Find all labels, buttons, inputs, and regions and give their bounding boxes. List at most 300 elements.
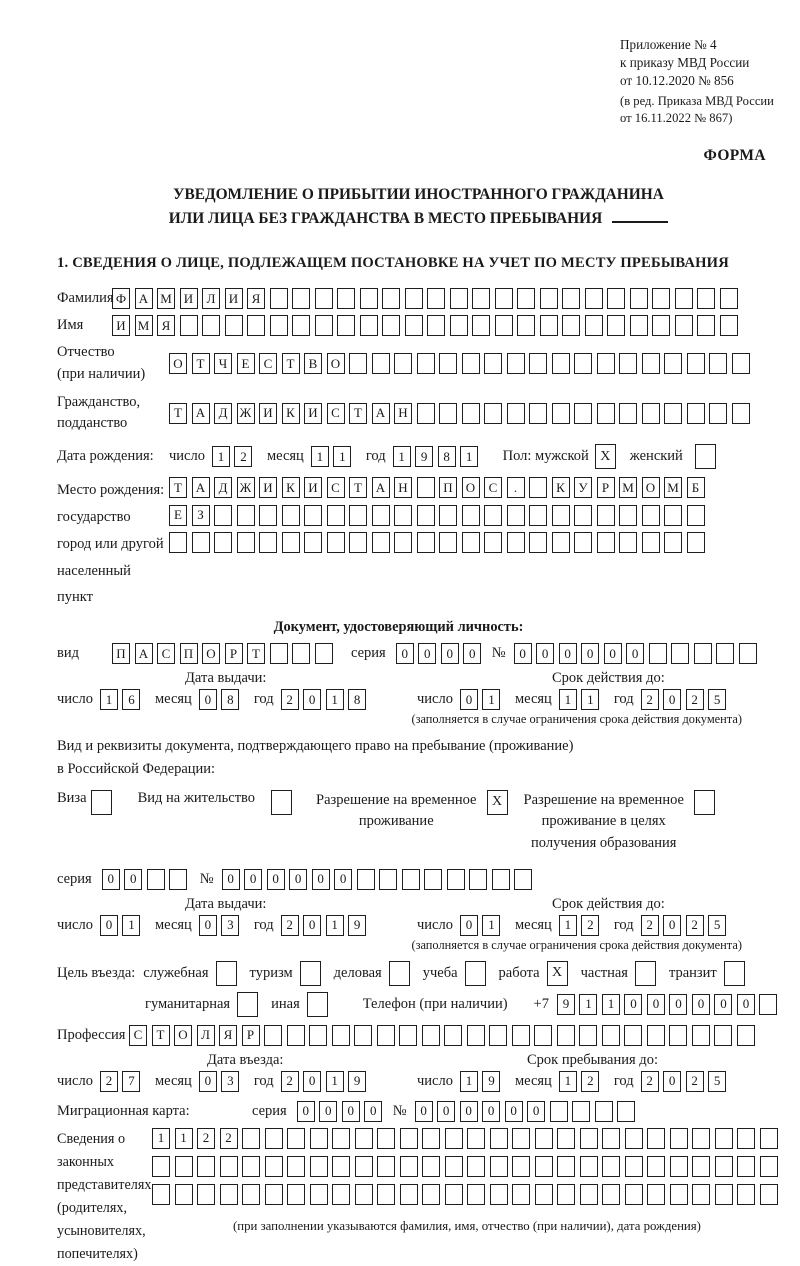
char-cell[interactable] xyxy=(287,1156,305,1177)
char-cell[interactable] xyxy=(394,353,412,374)
purpose-option-checkbox[interactable] xyxy=(307,992,328,1017)
char-cell[interactable] xyxy=(400,1156,418,1177)
char-cell[interactable]: 0 xyxy=(297,1101,315,1122)
char-cell[interactable]: Т xyxy=(152,1025,170,1046)
char-cell[interactable]: 0 xyxy=(396,643,414,664)
char-cell[interactable] xyxy=(417,532,435,553)
purpose-option-checkbox[interactable] xyxy=(465,961,486,986)
char-cell[interactable] xyxy=(759,994,777,1015)
char-cell[interactable]: 0 xyxy=(505,1101,523,1122)
char-cell[interactable] xyxy=(517,315,535,336)
char-cell[interactable]: 9 xyxy=(348,1071,366,1092)
char-cell[interactable] xyxy=(355,1184,373,1205)
char-cell[interactable] xyxy=(529,505,547,526)
char-cell[interactable]: 0 xyxy=(663,915,681,936)
char-cell[interactable] xyxy=(540,315,558,336)
char-cell[interactable]: 8 xyxy=(348,689,366,710)
char-cell[interactable] xyxy=(247,315,265,336)
char-cell[interactable]: 1 xyxy=(602,994,620,1015)
char-cell[interactable] xyxy=(715,1156,733,1177)
char-cell[interactable]: Т xyxy=(349,403,367,424)
char-cell[interactable] xyxy=(642,505,660,526)
checkbox-temp-residence[interactable]: X xyxy=(487,790,508,815)
char-cell[interactable]: О xyxy=(327,353,345,374)
char-cell[interactable] xyxy=(619,505,637,526)
char-cell[interactable] xyxy=(579,1025,597,1046)
char-cell[interactable] xyxy=(270,315,288,336)
char-cell[interactable]: 0 xyxy=(482,1101,500,1122)
char-cell[interactable]: А xyxy=(372,403,390,424)
char-cell[interactable]: Ж xyxy=(237,477,255,498)
char-cell[interactable] xyxy=(265,1156,283,1177)
char-cell[interactable] xyxy=(529,353,547,374)
char-cell[interactable]: М xyxy=(157,288,175,309)
char-cell[interactable] xyxy=(315,288,333,309)
char-cell[interactable]: 1 xyxy=(326,1071,344,1092)
char-cell[interactable]: 1 xyxy=(482,915,500,936)
char-cell[interactable] xyxy=(552,505,570,526)
purpose-option-checkbox[interactable] xyxy=(635,961,656,986)
char-cell[interactable]: 5 xyxy=(708,915,726,936)
char-cell[interactable] xyxy=(715,1128,733,1149)
char-cell[interactable]: 0 xyxy=(199,1071,217,1092)
char-cell[interactable] xyxy=(534,1025,552,1046)
char-cell[interactable]: 0 xyxy=(199,915,217,936)
checkbox-edu-residence[interactable] xyxy=(694,790,715,815)
char-cell[interactable]: 1 xyxy=(559,689,577,710)
char-cell[interactable]: 2 xyxy=(641,1071,659,1092)
char-cell[interactable] xyxy=(202,315,220,336)
char-cell[interactable] xyxy=(490,1156,508,1177)
char-cell[interactable]: 0 xyxy=(267,869,285,890)
char-cell[interactable] xyxy=(507,403,525,424)
char-cell[interactable] xyxy=(175,1156,193,1177)
char-cell[interactable] xyxy=(562,315,580,336)
char-cell[interactable] xyxy=(489,1025,507,1046)
char-cell[interactable]: 0 xyxy=(334,869,352,890)
char-cell[interactable] xyxy=(357,869,375,890)
char-cell[interactable] xyxy=(619,403,637,424)
char-cell[interactable] xyxy=(372,532,390,553)
char-cell[interactable]: Т xyxy=(247,643,265,664)
char-cell[interactable] xyxy=(462,353,480,374)
char-cell[interactable] xyxy=(507,353,525,374)
char-cell[interactable]: Е xyxy=(237,353,255,374)
char-cell[interactable]: 0 xyxy=(303,689,321,710)
char-cell[interactable] xyxy=(169,532,187,553)
char-cell[interactable]: . xyxy=(507,477,525,498)
char-cell[interactable] xyxy=(692,1025,710,1046)
char-cell[interactable]: 0 xyxy=(460,1101,478,1122)
char-cell[interactable]: Д xyxy=(214,477,232,498)
char-cell[interactable] xyxy=(265,1128,283,1149)
char-cell[interactable]: 1 xyxy=(581,689,599,710)
char-cell[interactable] xyxy=(709,403,727,424)
char-cell[interactable] xyxy=(469,869,487,890)
char-cell[interactable]: К xyxy=(282,477,300,498)
char-cell[interactable]: 2 xyxy=(281,915,299,936)
char-cell[interactable] xyxy=(310,1184,328,1205)
char-cell[interactable]: С xyxy=(327,477,345,498)
char-cell[interactable]: 8 xyxy=(438,446,456,467)
char-cell[interactable] xyxy=(214,532,232,553)
char-cell[interactable]: Я xyxy=(157,315,175,336)
char-cell[interactable] xyxy=(400,1128,418,1149)
char-cell[interactable] xyxy=(270,643,288,664)
char-cell[interactable]: А xyxy=(192,403,210,424)
char-cell[interactable]: 0 xyxy=(100,915,118,936)
char-cell[interactable] xyxy=(694,643,712,664)
char-cell[interactable] xyxy=(372,505,390,526)
char-cell[interactable] xyxy=(152,1156,170,1177)
char-cell[interactable] xyxy=(642,353,660,374)
char-cell[interactable] xyxy=(562,288,580,309)
char-cell[interactable] xyxy=(445,1184,463,1205)
char-cell[interactable] xyxy=(739,643,757,664)
char-cell[interactable] xyxy=(372,353,390,374)
char-cell[interactable] xyxy=(360,288,378,309)
char-cell[interactable] xyxy=(152,1184,170,1205)
char-cell[interactable]: Ж xyxy=(237,403,255,424)
char-cell[interactable]: 0 xyxy=(714,994,732,1015)
char-cell[interactable] xyxy=(692,1184,710,1205)
char-cell[interactable] xyxy=(405,288,423,309)
char-cell[interactable] xyxy=(349,353,367,374)
char-cell[interactable] xyxy=(574,532,592,553)
char-cell[interactable] xyxy=(619,353,637,374)
char-cell[interactable]: 0 xyxy=(624,994,642,1015)
char-cell[interactable] xyxy=(529,403,547,424)
char-cell[interactable]: Я xyxy=(219,1025,237,1046)
char-cell[interactable] xyxy=(572,1101,590,1122)
char-cell[interactable] xyxy=(720,288,738,309)
char-cell[interactable]: 1 xyxy=(482,689,500,710)
char-cell[interactable] xyxy=(242,1128,260,1149)
char-cell[interactable]: 0 xyxy=(692,994,710,1015)
char-cell[interactable] xyxy=(697,315,715,336)
char-cell[interactable] xyxy=(737,1128,755,1149)
char-cell[interactable] xyxy=(382,288,400,309)
char-cell[interactable]: М xyxy=(664,477,682,498)
char-cell[interactable] xyxy=(237,532,255,553)
purpose-option-checkbox[interactable] xyxy=(216,961,237,986)
char-cell[interactable]: 2 xyxy=(197,1128,215,1149)
char-cell[interactable] xyxy=(472,315,490,336)
char-cell[interactable]: 1 xyxy=(100,689,118,710)
char-cell[interactable]: 0 xyxy=(460,915,478,936)
char-cell[interactable]: Н xyxy=(394,477,412,498)
char-cell[interactable]: 1 xyxy=(333,446,351,467)
char-cell[interactable] xyxy=(327,505,345,526)
char-cell[interactable] xyxy=(647,1025,665,1046)
char-cell[interactable] xyxy=(669,1025,687,1046)
char-cell[interactable]: 2 xyxy=(281,1071,299,1092)
char-cell[interactable]: 0 xyxy=(418,643,436,664)
char-cell[interactable]: 0 xyxy=(663,1071,681,1092)
char-cell[interactable]: 0 xyxy=(669,994,687,1015)
char-cell[interactable] xyxy=(377,1128,395,1149)
char-cell[interactable] xyxy=(664,505,682,526)
char-cell[interactable] xyxy=(597,532,615,553)
char-cell[interactable] xyxy=(517,288,535,309)
char-cell[interactable]: 1 xyxy=(152,1128,170,1149)
char-cell[interactable] xyxy=(310,1156,328,1177)
char-cell[interactable] xyxy=(619,532,637,553)
char-cell[interactable] xyxy=(422,1128,440,1149)
char-cell[interactable]: 0 xyxy=(460,689,478,710)
char-cell[interactable] xyxy=(417,403,435,424)
char-cell[interactable]: И xyxy=(112,315,130,336)
char-cell[interactable] xyxy=(512,1025,530,1046)
char-cell[interactable]: М xyxy=(135,315,153,336)
char-cell[interactable]: 1 xyxy=(326,689,344,710)
char-cell[interactable] xyxy=(687,532,705,553)
char-cell[interactable]: 8 xyxy=(221,689,239,710)
char-cell[interactable] xyxy=(595,1101,613,1122)
char-cell[interactable] xyxy=(265,1184,283,1205)
char-cell[interactable]: Р xyxy=(242,1025,260,1046)
char-cell[interactable] xyxy=(687,403,705,424)
char-cell[interactable] xyxy=(467,1184,485,1205)
purpose-option-checkbox[interactable] xyxy=(724,961,745,986)
char-cell[interactable]: 2 xyxy=(641,915,659,936)
char-cell[interactable] xyxy=(349,532,367,553)
char-cell[interactable] xyxy=(422,1156,440,1177)
char-cell[interactable]: 6 xyxy=(122,689,140,710)
char-cell[interactable] xyxy=(439,353,457,374)
char-cell[interactable]: Я xyxy=(247,288,265,309)
char-cell[interactable]: 0 xyxy=(737,994,755,1015)
checkbox-residence-permit[interactable] xyxy=(271,790,292,815)
char-cell[interactable]: 0 xyxy=(289,869,307,890)
char-cell[interactable] xyxy=(467,1025,485,1046)
char-cell[interactable] xyxy=(450,288,468,309)
char-cell[interactable] xyxy=(422,1184,440,1205)
char-cell[interactable]: 1 xyxy=(212,446,230,467)
char-cell[interactable] xyxy=(664,403,682,424)
char-cell[interactable] xyxy=(602,1128,620,1149)
char-cell[interactable] xyxy=(379,869,397,890)
char-cell[interactable]: С xyxy=(129,1025,147,1046)
char-cell[interactable] xyxy=(309,1025,327,1046)
char-cell[interactable] xyxy=(315,643,333,664)
char-cell[interactable]: 1 xyxy=(311,446,329,467)
char-cell[interactable] xyxy=(377,1156,395,1177)
char-cell[interactable] xyxy=(597,403,615,424)
char-cell[interactable] xyxy=(512,1128,530,1149)
char-cell[interactable] xyxy=(552,403,570,424)
char-cell[interactable]: 1 xyxy=(393,446,411,467)
char-cell[interactable]: С xyxy=(484,477,502,498)
char-cell[interactable] xyxy=(417,505,435,526)
char-cell[interactable]: 0 xyxy=(647,994,665,1015)
char-cell[interactable]: О xyxy=(174,1025,192,1046)
char-cell[interactable]: Р xyxy=(225,643,243,664)
char-cell[interactable]: 0 xyxy=(199,689,217,710)
purpose-option-checkbox[interactable] xyxy=(300,961,321,986)
char-cell[interactable] xyxy=(402,869,420,890)
char-cell[interactable] xyxy=(670,1156,688,1177)
char-cell[interactable]: 2 xyxy=(686,689,704,710)
char-cell[interactable] xyxy=(557,1025,575,1046)
char-cell[interactable]: 0 xyxy=(102,869,120,890)
char-cell[interactable] xyxy=(550,1101,568,1122)
char-cell[interactable] xyxy=(445,1156,463,1177)
char-cell[interactable] xyxy=(492,869,510,890)
char-cell[interactable] xyxy=(664,532,682,553)
char-cell[interactable] xyxy=(625,1156,643,1177)
char-cell[interactable] xyxy=(692,1128,710,1149)
char-cell[interactable] xyxy=(337,288,355,309)
char-cell[interactable]: П xyxy=(439,477,457,498)
char-cell[interactable] xyxy=(327,532,345,553)
char-cell[interactable] xyxy=(264,1025,282,1046)
char-cell[interactable] xyxy=(649,643,667,664)
char-cell[interactable]: П xyxy=(112,643,130,664)
char-cell[interactable] xyxy=(304,505,322,526)
char-cell[interactable] xyxy=(535,1156,553,1177)
char-cell[interactable]: 7 xyxy=(122,1071,140,1092)
char-cell[interactable] xyxy=(399,1025,417,1046)
char-cell[interactable] xyxy=(642,532,660,553)
char-cell[interactable] xyxy=(214,505,232,526)
char-cell[interactable] xyxy=(355,1128,373,1149)
char-cell[interactable] xyxy=(287,1025,305,1046)
char-cell[interactable] xyxy=(535,1184,553,1205)
char-cell[interactable] xyxy=(220,1184,238,1205)
char-cell[interactable] xyxy=(427,288,445,309)
char-cell[interactable] xyxy=(732,353,750,374)
char-cell[interactable] xyxy=(360,315,378,336)
char-cell[interactable]: 0 xyxy=(124,869,142,890)
char-cell[interactable]: А xyxy=(372,477,390,498)
char-cell[interactable] xyxy=(617,1101,635,1122)
char-cell[interactable] xyxy=(447,869,465,890)
char-cell[interactable] xyxy=(417,477,435,498)
char-cell[interactable] xyxy=(602,1156,620,1177)
char-cell[interactable] xyxy=(304,532,322,553)
char-cell[interactable] xyxy=(507,532,525,553)
char-cell[interactable]: 1 xyxy=(460,446,478,467)
char-cell[interactable]: И xyxy=(259,403,277,424)
char-cell[interactable] xyxy=(580,1156,598,1177)
char-cell[interactable] xyxy=(630,315,648,336)
char-cell[interactable]: Д xyxy=(214,403,232,424)
char-cell[interactable] xyxy=(692,1156,710,1177)
char-cell[interactable]: Ч xyxy=(214,353,232,374)
char-cell[interactable]: 0 xyxy=(581,643,599,664)
char-cell[interactable] xyxy=(557,1184,575,1205)
char-cell[interactable] xyxy=(625,1184,643,1205)
char-cell[interactable] xyxy=(287,1184,305,1205)
char-cell[interactable] xyxy=(760,1128,778,1149)
char-cell[interactable] xyxy=(760,1184,778,1205)
char-cell[interactable] xyxy=(439,505,457,526)
char-cell[interactable] xyxy=(439,532,457,553)
char-cell[interactable]: Е xyxy=(169,505,187,526)
char-cell[interactable] xyxy=(597,353,615,374)
char-cell[interactable]: 2 xyxy=(581,1071,599,1092)
char-cell[interactable]: 2 xyxy=(281,689,299,710)
char-cell[interactable]: 0 xyxy=(604,643,622,664)
char-cell[interactable] xyxy=(332,1156,350,1177)
char-cell[interactable]: В xyxy=(304,353,322,374)
char-cell[interactable] xyxy=(715,1184,733,1205)
char-cell[interactable] xyxy=(332,1184,350,1205)
char-cell[interactable] xyxy=(557,1156,575,1177)
char-cell[interactable]: 3 xyxy=(221,915,239,936)
char-cell[interactable] xyxy=(580,1128,598,1149)
char-cell[interactable] xyxy=(484,353,502,374)
char-cell[interactable] xyxy=(467,1156,485,1177)
purpose-option-checkbox[interactable]: X xyxy=(547,961,568,986)
char-cell[interactable] xyxy=(382,315,400,336)
char-cell[interactable] xyxy=(192,532,210,553)
char-cell[interactable] xyxy=(270,288,288,309)
char-cell[interactable] xyxy=(529,477,547,498)
char-cell[interactable]: 0 xyxy=(663,689,681,710)
char-cell[interactable] xyxy=(282,532,300,553)
char-cell[interactable] xyxy=(602,1025,620,1046)
char-cell[interactable] xyxy=(484,532,502,553)
char-cell[interactable] xyxy=(427,315,445,336)
char-cell[interactable]: 2 xyxy=(686,915,704,936)
char-cell[interactable] xyxy=(259,532,277,553)
char-cell[interactable]: И xyxy=(304,477,322,498)
char-cell[interactable] xyxy=(630,288,648,309)
char-cell[interactable] xyxy=(417,353,435,374)
char-cell[interactable]: К xyxy=(282,403,300,424)
char-cell[interactable] xyxy=(180,315,198,336)
char-cell[interactable] xyxy=(737,1025,755,1046)
char-cell[interactable]: С xyxy=(157,643,175,664)
char-cell[interactable]: Ф xyxy=(112,288,130,309)
char-cell[interactable]: 0 xyxy=(244,869,262,890)
char-cell[interactable]: И xyxy=(259,477,277,498)
char-cell[interactable]: 0 xyxy=(437,1101,455,1122)
char-cell[interactable]: 0 xyxy=(303,915,321,936)
char-cell[interactable]: 9 xyxy=(482,1071,500,1092)
char-cell[interactable] xyxy=(490,1128,508,1149)
char-cell[interactable] xyxy=(552,353,570,374)
char-cell[interactable] xyxy=(574,403,592,424)
char-cell[interactable] xyxy=(760,1156,778,1177)
char-cell[interactable] xyxy=(332,1128,350,1149)
char-cell[interactable]: 0 xyxy=(536,643,554,664)
char-cell[interactable]: 0 xyxy=(527,1101,545,1122)
char-cell[interactable]: Т xyxy=(349,477,367,498)
char-cell[interactable] xyxy=(354,1025,372,1046)
char-cell[interactable] xyxy=(714,1025,732,1046)
char-cell[interactable] xyxy=(405,315,423,336)
char-cell[interactable] xyxy=(585,288,603,309)
char-cell[interactable] xyxy=(529,532,547,553)
char-cell[interactable] xyxy=(512,1184,530,1205)
char-cell[interactable]: 0 xyxy=(312,869,330,890)
char-cell[interactable]: 0 xyxy=(222,869,240,890)
char-cell[interactable]: Б xyxy=(687,477,705,498)
char-cell[interactable] xyxy=(652,288,670,309)
char-cell[interactable] xyxy=(732,403,750,424)
char-cell[interactable] xyxy=(439,403,457,424)
char-cell[interactable]: А xyxy=(135,643,153,664)
char-cell[interactable]: Н xyxy=(394,403,412,424)
char-cell[interactable] xyxy=(484,403,502,424)
char-cell[interactable]: 0 xyxy=(303,1071,321,1092)
char-cell[interactable] xyxy=(607,288,625,309)
char-cell[interactable] xyxy=(292,315,310,336)
char-cell[interactable]: Л xyxy=(197,1025,215,1046)
